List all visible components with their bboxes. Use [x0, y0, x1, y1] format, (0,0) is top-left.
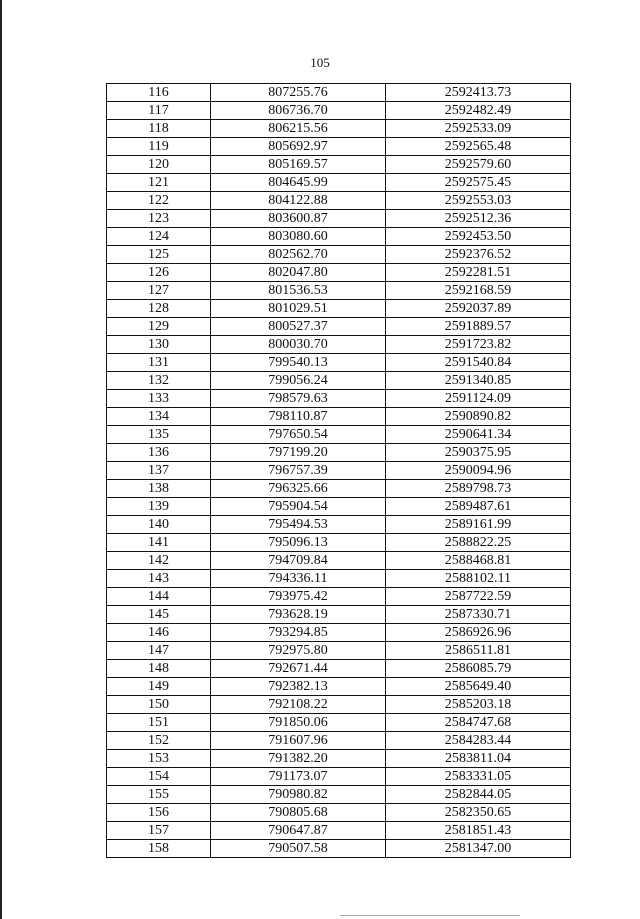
- x-coordinate-cell: 806736.70: [211, 102, 386, 120]
- y-coordinate-cell: 2585203.18: [386, 696, 571, 714]
- x-coordinate-cell: 794336.11: [211, 570, 386, 588]
- point-number-cell: 135: [107, 426, 211, 444]
- x-coordinate-cell: 805692.97: [211, 138, 386, 156]
- table-row: [107, 534, 571, 552]
- point-number-cell: 118: [107, 120, 211, 138]
- x-coordinate-cell: 790647.87: [211, 822, 386, 840]
- y-coordinate-cell: 2585649.40: [386, 678, 571, 696]
- point-number-cell: 157: [107, 822, 211, 840]
- x-coordinate-cell: 801536.53: [211, 282, 386, 300]
- y-coordinate-cell: 2592376.52: [386, 246, 571, 264]
- x-coordinate-cell: 792975.80: [211, 642, 386, 660]
- x-coordinate-cell: 799056.24: [211, 372, 386, 390]
- point-number-cell: 133: [107, 390, 211, 408]
- point-number-cell: 122: [107, 192, 211, 210]
- point-number-cell: 145: [107, 606, 211, 624]
- point-number-cell: 124: [107, 228, 211, 246]
- table-row: [107, 408, 571, 426]
- x-coordinate-cell: 797199.20: [211, 444, 386, 462]
- point-number-cell: 128: [107, 300, 211, 318]
- y-coordinate-cell: 2588822.25: [386, 534, 571, 552]
- y-coordinate-cell: 2592553.03: [386, 192, 571, 210]
- table-row: [107, 174, 571, 192]
- y-coordinate-cell: 2592565.48: [386, 138, 571, 156]
- table-row: [107, 156, 571, 174]
- point-number-cell: 147: [107, 642, 211, 660]
- y-coordinate-cell: 2586085.79: [386, 660, 571, 678]
- x-coordinate-cell: 793294.85: [211, 624, 386, 642]
- page-left-edge: [0, 0, 2, 919]
- x-coordinate-cell: 798579.63: [211, 390, 386, 408]
- x-coordinate-cell: 795096.13: [211, 534, 386, 552]
- x-coordinate-cell: 793975.42: [211, 588, 386, 606]
- table-row: [107, 390, 571, 408]
- point-number-cell: 156: [107, 804, 211, 822]
- table-row: [107, 714, 571, 732]
- y-coordinate-cell: 2589798.73: [386, 480, 571, 498]
- table-row: [107, 588, 571, 606]
- point-number-cell: 138: [107, 480, 211, 498]
- x-coordinate-cell: 800030.70: [211, 336, 386, 354]
- y-coordinate-cell: 2591723.82: [386, 336, 571, 354]
- point-number-cell: 140: [107, 516, 211, 534]
- y-coordinate-cell: 2583331.05: [386, 768, 571, 786]
- y-coordinate-cell: 2587330.71: [386, 606, 571, 624]
- table-row: [107, 750, 571, 768]
- x-coordinate-cell: 803080.60: [211, 228, 386, 246]
- y-coordinate-cell: 2586926.96: [386, 624, 571, 642]
- point-number-cell: 148: [107, 660, 211, 678]
- y-coordinate-cell: 2592453.50: [386, 228, 571, 246]
- x-coordinate-cell: 799540.13: [211, 354, 386, 372]
- y-coordinate-cell: 2591124.09: [386, 390, 571, 408]
- x-coordinate-cell: 797650.54: [211, 426, 386, 444]
- y-coordinate-cell: 2591340.85: [386, 372, 571, 390]
- table-row: [107, 120, 571, 138]
- x-coordinate-cell: 794709.84: [211, 552, 386, 570]
- point-number-cell: 116: [107, 84, 211, 102]
- table-row: [107, 480, 571, 498]
- table-row: [107, 138, 571, 156]
- x-coordinate-cell: 790507.58: [211, 840, 386, 858]
- table-row: [107, 444, 571, 462]
- point-number-cell: 126: [107, 264, 211, 282]
- y-coordinate-cell: 2588468.81: [386, 552, 571, 570]
- x-coordinate-cell: 798110.87: [211, 408, 386, 426]
- table-row: [107, 786, 571, 804]
- table-row: [107, 372, 571, 390]
- table-row: [107, 660, 571, 678]
- x-coordinate-cell: 795494.53: [211, 516, 386, 534]
- point-number-cell: 117: [107, 102, 211, 120]
- point-number-cell: 120: [107, 156, 211, 174]
- page-number: 105: [310, 55, 330, 70]
- x-coordinate-cell: 796757.39: [211, 462, 386, 480]
- point-number-cell: 146: [107, 624, 211, 642]
- x-coordinate-cell: 792108.22: [211, 696, 386, 714]
- x-coordinate-cell: 804122.88: [211, 192, 386, 210]
- y-coordinate-cell: 2590641.34: [386, 426, 571, 444]
- x-coordinate-cell: 806215.56: [211, 120, 386, 138]
- x-coordinate-cell: 802047.80: [211, 264, 386, 282]
- point-number-cell: 155: [107, 786, 211, 804]
- point-number-cell: 142: [107, 552, 211, 570]
- table-row: [107, 732, 571, 750]
- point-number-cell: 150: [107, 696, 211, 714]
- point-number-cell: 141: [107, 534, 211, 552]
- y-coordinate-cell: 2581851.43: [386, 822, 571, 840]
- coordinates-table-body: [107, 84, 571, 858]
- y-coordinate-cell: 2590094.96: [386, 462, 571, 480]
- table-row: [107, 282, 571, 300]
- y-coordinate-cell: 2589487.61: [386, 498, 571, 516]
- x-coordinate-cell: 790805.68: [211, 804, 386, 822]
- point-number-cell: 132: [107, 372, 211, 390]
- table-row: [107, 678, 571, 696]
- y-coordinate-cell: 2587722.59: [386, 588, 571, 606]
- table-row: [107, 642, 571, 660]
- point-number-cell: 143: [107, 570, 211, 588]
- x-coordinate-cell: 791382.20: [211, 750, 386, 768]
- table-row: [107, 246, 571, 264]
- y-coordinate-cell: 2592575.45: [386, 174, 571, 192]
- y-coordinate-cell: 2591540.84: [386, 354, 571, 372]
- table-row: [107, 498, 571, 516]
- table-row: [107, 192, 571, 210]
- y-coordinate-cell: 2582350.65: [386, 804, 571, 822]
- x-coordinate-cell: 802562.70: [211, 246, 386, 264]
- y-coordinate-cell: 2583811.04: [386, 750, 571, 768]
- x-coordinate-cell: 804645.99: [211, 174, 386, 192]
- y-coordinate-cell: 2582844.05: [386, 786, 571, 804]
- y-coordinate-cell: 2586511.81: [386, 642, 571, 660]
- point-number-cell: 125: [107, 246, 211, 264]
- y-coordinate-cell: 2592281.51: [386, 264, 571, 282]
- coordinates-table: [106, 83, 571, 858]
- y-coordinate-cell: 2592168.59: [386, 282, 571, 300]
- point-number-cell: 129: [107, 318, 211, 336]
- y-coordinate-cell: 2592482.49: [386, 102, 571, 120]
- table-row: [107, 696, 571, 714]
- y-coordinate-cell: 2588102.11: [386, 570, 571, 588]
- table-row: [107, 552, 571, 570]
- table-row: [107, 462, 571, 480]
- point-number-cell: 127: [107, 282, 211, 300]
- y-coordinate-cell: 2592413.73: [386, 84, 571, 102]
- table-row: [107, 516, 571, 534]
- table-row: [107, 102, 571, 120]
- x-coordinate-cell: 792382.13: [211, 678, 386, 696]
- point-number-cell: 153: [107, 750, 211, 768]
- point-number-cell: 151: [107, 714, 211, 732]
- x-coordinate-cell: 800527.37: [211, 318, 386, 336]
- table-row: [107, 840, 571, 858]
- y-coordinate-cell: 2584747.68: [386, 714, 571, 732]
- y-coordinate-cell: 2592579.60: [386, 156, 571, 174]
- point-number-cell: 136: [107, 444, 211, 462]
- x-coordinate-cell: 791850.06: [211, 714, 386, 732]
- x-coordinate-cell: 792671.44: [211, 660, 386, 678]
- table-row: [107, 822, 571, 840]
- x-coordinate-cell: 803600.87: [211, 210, 386, 228]
- point-number-cell: 130: [107, 336, 211, 354]
- x-coordinate-cell: 795904.54: [211, 498, 386, 516]
- y-coordinate-cell: 2584283.44: [386, 732, 571, 750]
- point-number-cell: 154: [107, 768, 211, 786]
- point-number-cell: 144: [107, 588, 211, 606]
- x-coordinate-cell: 796325.66: [211, 480, 386, 498]
- x-coordinate-cell: 790980.82: [211, 786, 386, 804]
- table-row: [107, 768, 571, 786]
- x-coordinate-cell: 791607.96: [211, 732, 386, 750]
- table-row: [107, 318, 571, 336]
- y-coordinate-cell: 2592037.89: [386, 300, 571, 318]
- table-row: [107, 210, 571, 228]
- table-row: [107, 804, 571, 822]
- y-coordinate-cell: 2591889.57: [386, 318, 571, 336]
- point-number-cell: 119: [107, 138, 211, 156]
- table-row: [107, 336, 571, 354]
- y-coordinate-cell: 2592533.09: [386, 120, 571, 138]
- x-coordinate-cell: 807255.76: [211, 84, 386, 102]
- point-number-cell: 131: [107, 354, 211, 372]
- table-row: [107, 426, 571, 444]
- y-coordinate-cell: 2589161.99: [386, 516, 571, 534]
- point-number-cell: 137: [107, 462, 211, 480]
- table-row: [107, 354, 571, 372]
- point-number-cell: 149: [107, 678, 211, 696]
- x-coordinate-cell: 793628.19: [211, 606, 386, 624]
- x-coordinate-cell: 801029.51: [211, 300, 386, 318]
- table-row: [107, 624, 571, 642]
- table-row: [107, 606, 571, 624]
- x-coordinate-cell: 805169.57: [211, 156, 386, 174]
- table-row: [107, 228, 571, 246]
- table-row: [107, 84, 571, 102]
- y-coordinate-cell: 2592512.36: [386, 210, 571, 228]
- y-coordinate-cell: 2590375.95: [386, 444, 571, 462]
- point-number-cell: 134: [107, 408, 211, 426]
- y-coordinate-cell: 2581347.00: [386, 840, 571, 858]
- point-number-cell: 121: [107, 174, 211, 192]
- point-number-cell: 139: [107, 498, 211, 516]
- point-number-cell: 158: [107, 840, 211, 858]
- table-row: [107, 570, 571, 588]
- table-row: [107, 300, 571, 318]
- point-number-cell: 123: [107, 210, 211, 228]
- bottom-divider: [340, 915, 520, 916]
- table-row: [107, 264, 571, 282]
- point-number-cell: 152: [107, 732, 211, 750]
- x-coordinate-cell: 791173.07: [211, 768, 386, 786]
- y-coordinate-cell: 2590890.82: [386, 408, 571, 426]
